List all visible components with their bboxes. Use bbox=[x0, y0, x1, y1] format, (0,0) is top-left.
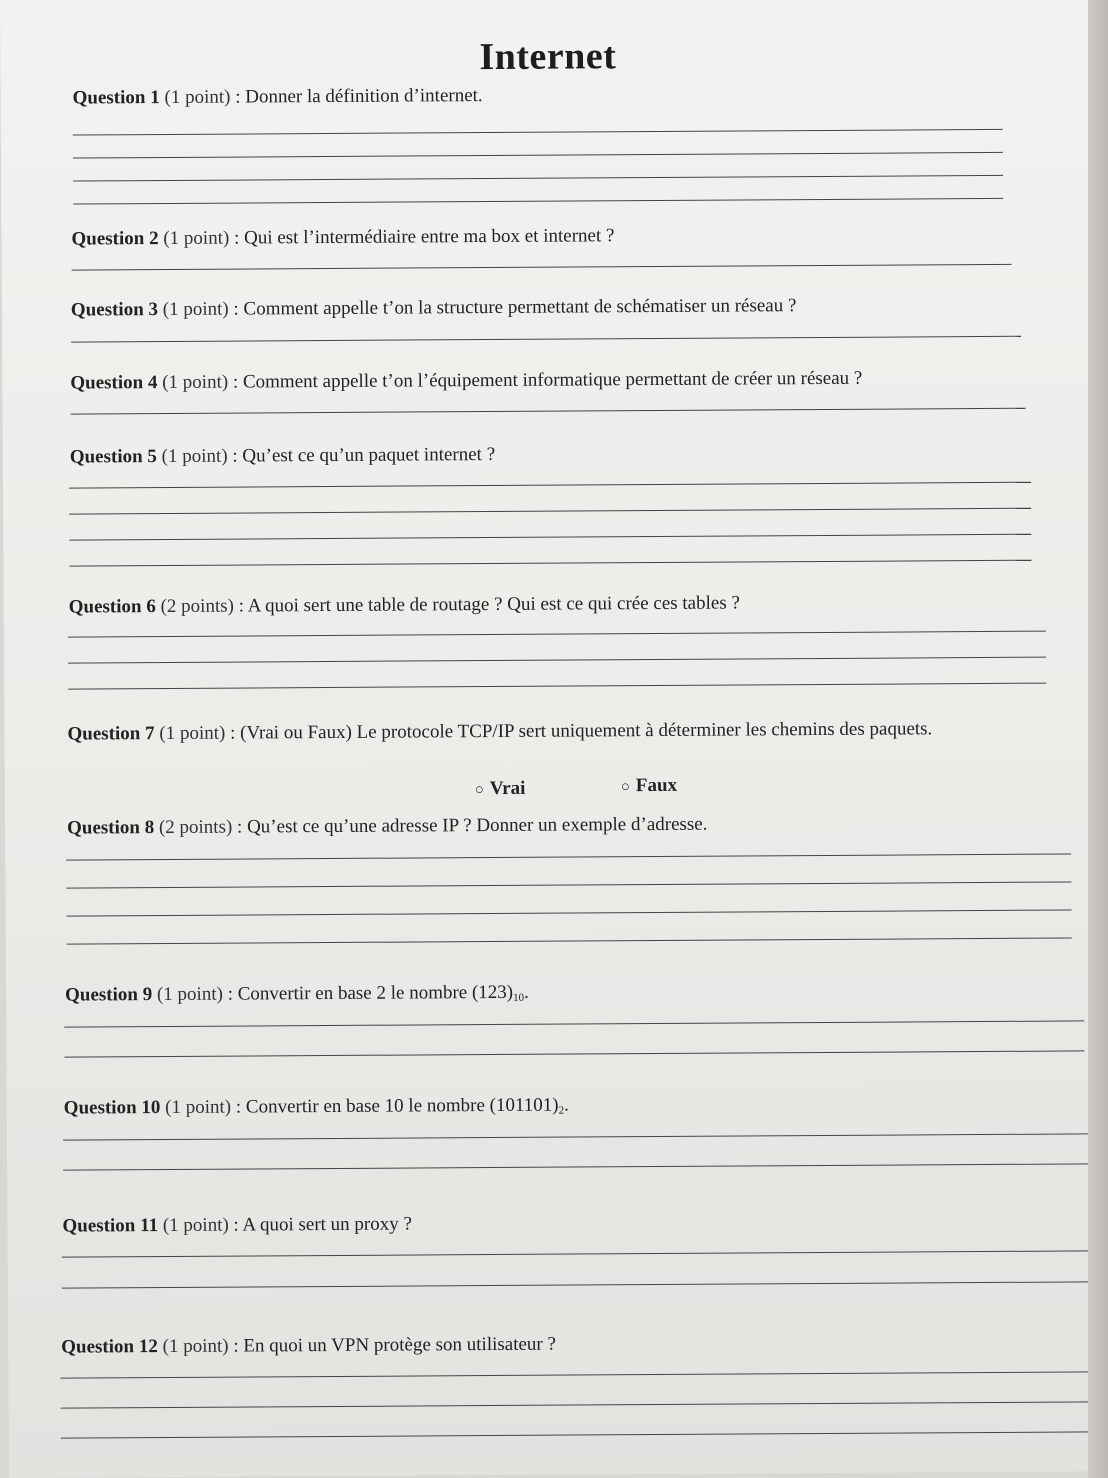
answer-line[interactable] bbox=[67, 937, 1072, 944]
answer-line[interactable] bbox=[73, 198, 1003, 205]
answer-line[interactable] bbox=[64, 1020, 1084, 1027]
answer-line[interactable] bbox=[69, 508, 1031, 515]
question-10: Question 10 (1 point) : Convertir en base 10 le nombre $(101101)_2$. bbox=[63, 1094, 569, 1119]
page-title: Internet bbox=[479, 35, 617, 79]
question-1: Question 1 (1 point) : Donner la définition d’internet. bbox=[72, 85, 483, 109]
answer-line[interactable] bbox=[64, 1050, 1084, 1057]
question-12: Question 12 (1 point) : En quoi un VPN protège son utilisateur ? bbox=[61, 1333, 556, 1358]
question-3: Question 3 (1 point) : Comment appelle t’on la structure permettant de schématiser un réseau ? bbox=[70, 295, 797, 321]
question-4: Question 4 (1 point) : Comment appelle t’on l’équipement informatique permettant de créer un réseau ? bbox=[70, 367, 863, 394]
answer-line[interactable] bbox=[61, 1431, 1096, 1438]
answer-line[interactable] bbox=[68, 631, 1046, 638]
answer-line[interactable] bbox=[67, 909, 1072, 916]
question-11: Question 11 (1 point) : A quoi sert un proxy ? bbox=[62, 1213, 412, 1237]
answer-line[interactable] bbox=[73, 129, 1003, 136]
answer-line[interactable] bbox=[66, 881, 1071, 888]
answer-line[interactable] bbox=[68, 683, 1046, 690]
answer-line[interactable] bbox=[72, 264, 1012, 271]
question-6: Question 6 (2 points) : A quoi sert une table de routage ? Qui est ce qui crée ces tables ? bbox=[68, 592, 740, 618]
answer-line[interactable] bbox=[73, 175, 1003, 182]
answer-line[interactable] bbox=[71, 336, 1021, 343]
radio-circle-icon[interactable]: ○ bbox=[620, 779, 630, 796]
answer-line[interactable] bbox=[62, 1281, 1092, 1288]
question-5: Question 5 (1 point) : Qu’est ce qu’un paquet internet ? bbox=[69, 443, 496, 468]
answer-line[interactable] bbox=[69, 482, 1031, 489]
answer-line[interactable] bbox=[69, 560, 1031, 567]
answer-line[interactable] bbox=[71, 408, 1026, 415]
question-8: Question 8 (2 points) : Qu’est ce qu’une adresse IP ? Donner un exemple d’adresse. bbox=[66, 813, 708, 839]
answer-line[interactable] bbox=[63, 1133, 1093, 1140]
answer-line[interactable] bbox=[62, 1250, 1092, 1257]
question-9: Question 9 (1 point) : Convertir en base 2 le nombre $(123)_{10}$. bbox=[65, 981, 529, 1006]
question-2: Question 2 (1 point) : Qui est l’intermédiaire entre ma box et internet ? bbox=[71, 225, 615, 250]
answer-line[interactable] bbox=[66, 853, 1071, 860]
page-edge-shadow bbox=[1088, 0, 1108, 1478]
answer-line[interactable] bbox=[73, 152, 1003, 159]
answer-line[interactable] bbox=[69, 534, 1031, 541]
answer-line[interactable] bbox=[60, 1371, 1095, 1378]
question-7: Question 7 (1 point) : (Vrai ou Faux) Le protocole TCP/IP sert uniquement à déterminer les chemins des paquets. bbox=[67, 718, 933, 745]
option-vrai[interactable]: ○ Vrai bbox=[474, 777, 526, 800]
answer-line[interactable] bbox=[61, 1401, 1096, 1408]
answer-line[interactable] bbox=[68, 657, 1046, 664]
radio-circle-icon[interactable]: ○ bbox=[474, 782, 484, 799]
answer-line[interactable] bbox=[63, 1163, 1093, 1170]
option-faux[interactable]: ○ Faux bbox=[620, 774, 678, 797]
